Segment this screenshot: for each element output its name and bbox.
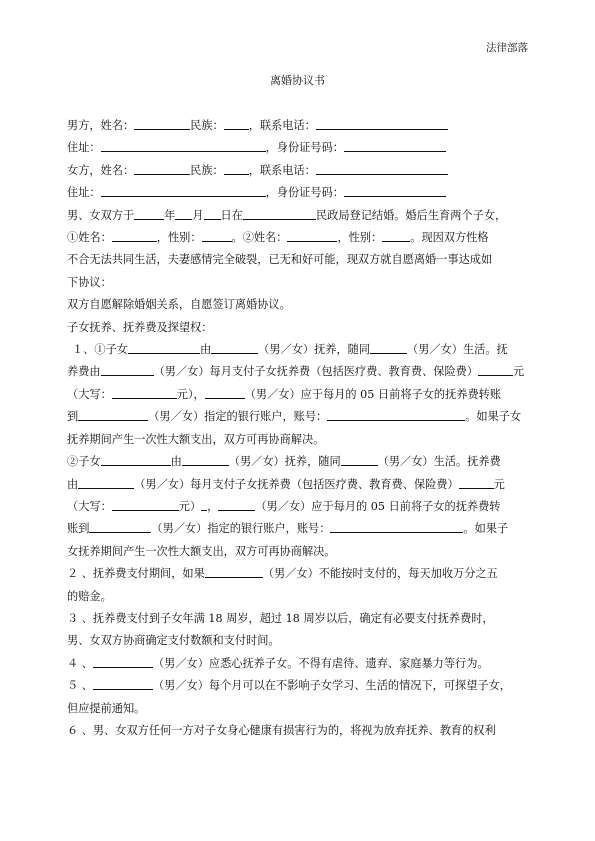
child1-text-j: （男／女）应于每月的 05 日前将子女的抚养费转账 bbox=[244, 387, 502, 401]
item5-text-a: ５ 、 bbox=[67, 679, 93, 693]
child1-text-m: 。如果子女 bbox=[465, 410, 522, 424]
item2-text-b: （男／女）不能按时支付的，每天加收万分之五 bbox=[262, 567, 498, 581]
child2-child-field[interactable] bbox=[101, 453, 171, 466]
registry-field[interactable] bbox=[243, 207, 316, 220]
item3-line-1: ３ 、抚养费支付到子女年满 18 周岁，超过 18 周岁以后，确定有必要支付抚养费时， bbox=[67, 611, 494, 625]
child1-account-field[interactable] bbox=[327, 408, 465, 421]
woman-phone-field[interactable] bbox=[316, 162, 448, 175]
child1-text-l: （男／女）指定的银行账户，账号： bbox=[148, 410, 328, 424]
child2-amount-words-field[interactable] bbox=[112, 498, 179, 511]
child2-name-field[interactable] bbox=[287, 229, 337, 242]
child1-amount-field[interactable] bbox=[478, 363, 513, 376]
section-title: 子女抚养、抚养费及探望权： bbox=[67, 320, 213, 334]
child2-text-l: （男／女）指定的银行账户，账号： bbox=[151, 522, 331, 536]
man-name-field[interactable] bbox=[134, 117, 190, 130]
child2-text-k: 账到 bbox=[67, 522, 90, 536]
child2-line-5: 女抚养期间产生一次性大额支出，双方可再协商解决。 bbox=[67, 544, 336, 558]
day-label: 日在 bbox=[220, 208, 243, 222]
item6-line-1: ６ 、男、女双方任何一方对子女身心健康有损害行为的，将视为放弃抚养、教育的权利 bbox=[67, 723, 496, 737]
child2-account-field[interactable] bbox=[330, 520, 463, 533]
woman-id-label: ，身份证号码： bbox=[265, 186, 344, 200]
child1-payer-field[interactable] bbox=[101, 363, 154, 376]
item5-party-field[interactable] bbox=[93, 677, 153, 690]
woman-name-field[interactable] bbox=[134, 162, 190, 175]
child1-text-d: （男／女）生活。抚 bbox=[407, 343, 508, 357]
agreement-body bbox=[67, 115, 537, 742]
item2-line-2: 的赔金。 bbox=[67, 589, 112, 603]
child2-gender-label: ，性别： bbox=[337, 231, 383, 245]
woman-name-label: 女方，姓名： bbox=[67, 163, 135, 177]
child2-transfer-party-field[interactable] bbox=[218, 498, 255, 511]
site-name: 法律部落 bbox=[486, 42, 528, 54]
child2-text-c: （男／女）抚养，随同 bbox=[228, 455, 341, 469]
child2-account-owner-field[interactable] bbox=[89, 520, 151, 533]
month-label: 月 bbox=[192, 208, 204, 222]
child2-payer-field[interactable] bbox=[78, 476, 134, 489]
man-phone-label: ，联系电话： bbox=[248, 119, 316, 132]
child2-text-i2: ， bbox=[207, 499, 219, 513]
child1-live-with-field[interactable] bbox=[370, 341, 407, 354]
item4-text-b: （男／女）应悉心抚养子女。不得有虐待、遗弃、家庭暴力等行为。 bbox=[152, 656, 489, 670]
marriage-month-field[interactable] bbox=[175, 207, 192, 220]
marriage-year-field[interactable] bbox=[134, 207, 164, 220]
child1-account-owner-field[interactable] bbox=[78, 408, 148, 421]
child2-gender-field[interactable] bbox=[382, 229, 410, 242]
item3-line-2: 男、女双方协商确定支付数额和支付时间。 bbox=[67, 634, 280, 648]
man-id-field[interactable] bbox=[344, 139, 446, 152]
child1-text-c: （男／女）抚养，随同 bbox=[258, 343, 371, 357]
child2-amount-field[interactable] bbox=[459, 476, 494, 489]
child2-text-d: （男／女）生活。抚养费 bbox=[377, 455, 501, 469]
man-address-line bbox=[67, 137, 537, 159]
marriage-text-3: 。现因双方性格 bbox=[410, 231, 489, 245]
man-ethnicity-field[interactable] bbox=[224, 117, 249, 130]
item4-line bbox=[67, 653, 537, 675]
child1-line-4 bbox=[67, 406, 537, 428]
child1-gender-field[interactable] bbox=[202, 229, 232, 242]
child1-name-label: ①姓名： bbox=[67, 231, 112, 245]
marriage-line-1 bbox=[67, 205, 537, 227]
child1-child-field[interactable] bbox=[128, 341, 200, 354]
child2-text-j: （男／女）应于每月的 05 日前将子女的抚养费转 bbox=[255, 499, 501, 513]
child1-text-g: 元 bbox=[513, 365, 525, 379]
woman-address-line bbox=[67, 182, 537, 204]
man-name-label: 男方，姓名： bbox=[67, 119, 135, 132]
child1-text-e: 养费由 bbox=[67, 365, 101, 379]
children-line bbox=[67, 227, 537, 249]
year-label: 年 bbox=[164, 208, 176, 222]
item4-text-a: ４ 、 bbox=[67, 656, 93, 670]
child1-line-5: 抚养期间产生一次性大额支出，双方可再协商解决。 bbox=[67, 432, 325, 446]
child1-gender-label: ，性别： bbox=[156, 231, 202, 245]
man-address-field[interactable] bbox=[101, 139, 266, 152]
woman-ethnicity-label: 民族： bbox=[190, 163, 224, 177]
child2-line-4 bbox=[67, 518, 537, 540]
child2-text-e: 由 bbox=[67, 477, 79, 491]
woman-address-label: 住址： bbox=[67, 186, 101, 200]
child2-text-f: （男／女）每月支付子女抚养费（包括医疗费、教育费、保险费） bbox=[134, 477, 459, 491]
item4-party-field[interactable] bbox=[93, 655, 153, 668]
woman-name-line bbox=[67, 160, 537, 182]
child2-text-a: ②子女 bbox=[67, 455, 101, 469]
item5-line-2: 但应提前通知。 bbox=[67, 701, 146, 715]
child2-text-h: （大写： bbox=[67, 499, 112, 513]
item2-text-a: ２ 、抚养费支付期间，如果 bbox=[67, 567, 205, 581]
child1-custodian-field[interactable] bbox=[211, 341, 258, 354]
child2-live-with-field[interactable] bbox=[341, 453, 378, 466]
man-name-line bbox=[67, 115, 537, 137]
child2-line-1 bbox=[67, 451, 537, 473]
man-address-label: 住址： bbox=[67, 141, 101, 155]
child1-amount-words-field[interactable] bbox=[112, 386, 177, 399]
woman-ethnicity-field[interactable] bbox=[224, 162, 249, 175]
woman-address-field[interactable] bbox=[101, 184, 266, 197]
child1-name-field[interactable] bbox=[112, 229, 157, 242]
divorce-statement: 双方自愿解除婚姻关系，自愿签订离婚协议。 bbox=[67, 298, 291, 312]
child1-text-f: （男／女）每月支付子女抚养费（包括医疗费、教育费、保险费） bbox=[153, 365, 479, 379]
child2-line-3 bbox=[67, 496, 537, 518]
child1-text-h: （大写： bbox=[67, 387, 112, 401]
child2-custodian-field[interactable] bbox=[182, 453, 229, 466]
marriage-text-2: 民政局登记结婚。婚后生育两个子女， bbox=[315, 208, 507, 222]
child1-text-a: １、①子女 bbox=[72, 343, 128, 357]
child2-text-g: 元 bbox=[493, 477, 505, 491]
man-id-label: ，身份证号码： bbox=[265, 141, 344, 155]
item5-line-1 bbox=[67, 675, 537, 697]
child2-text-i: 元） bbox=[178, 499, 202, 513]
marriage-text: 男、女双方于 bbox=[67, 208, 135, 222]
child2-line-2 bbox=[67, 474, 537, 496]
child2-name-label: 。②姓名： bbox=[231, 231, 288, 245]
child2-text-m: 。如果子 bbox=[463, 522, 509, 536]
man-phone-field[interactable] bbox=[316, 117, 448, 130]
item2-party-field[interactable] bbox=[205, 565, 263, 578]
man-ethnicity-label: 民族： bbox=[190, 119, 224, 132]
child1-line-2 bbox=[67, 361, 537, 383]
marriage-day-field[interactable] bbox=[204, 207, 221, 220]
child1-text-k: 到 bbox=[67, 410, 79, 424]
marriage-line-4: 下协议： bbox=[67, 275, 112, 289]
marriage-line-3: 不合无法共同生活，夫妻感情完全破裂，已无和好可能，现双方就自愿离婚一事达成如 bbox=[67, 253, 493, 267]
child1-text-b: 由 bbox=[199, 343, 212, 357]
item2-line-1 bbox=[67, 563, 537, 585]
child1-line-3 bbox=[67, 384, 537, 406]
child1-text-i: 元）， bbox=[176, 387, 205, 401]
page-title: 离婚协议书 bbox=[270, 74, 325, 87]
item5-text-b: （男／女）每个月可以在不影响子女学习、生活的情况下，可探望子女， bbox=[152, 679, 511, 693]
woman-id-field[interactable] bbox=[344, 184, 446, 197]
child2-text-b: 由 bbox=[170, 455, 182, 469]
child1-transfer-party-field[interactable] bbox=[205, 386, 245, 399]
child1-line-1 bbox=[67, 339, 537, 361]
woman-phone-label: ，联系电话： bbox=[248, 163, 316, 177]
